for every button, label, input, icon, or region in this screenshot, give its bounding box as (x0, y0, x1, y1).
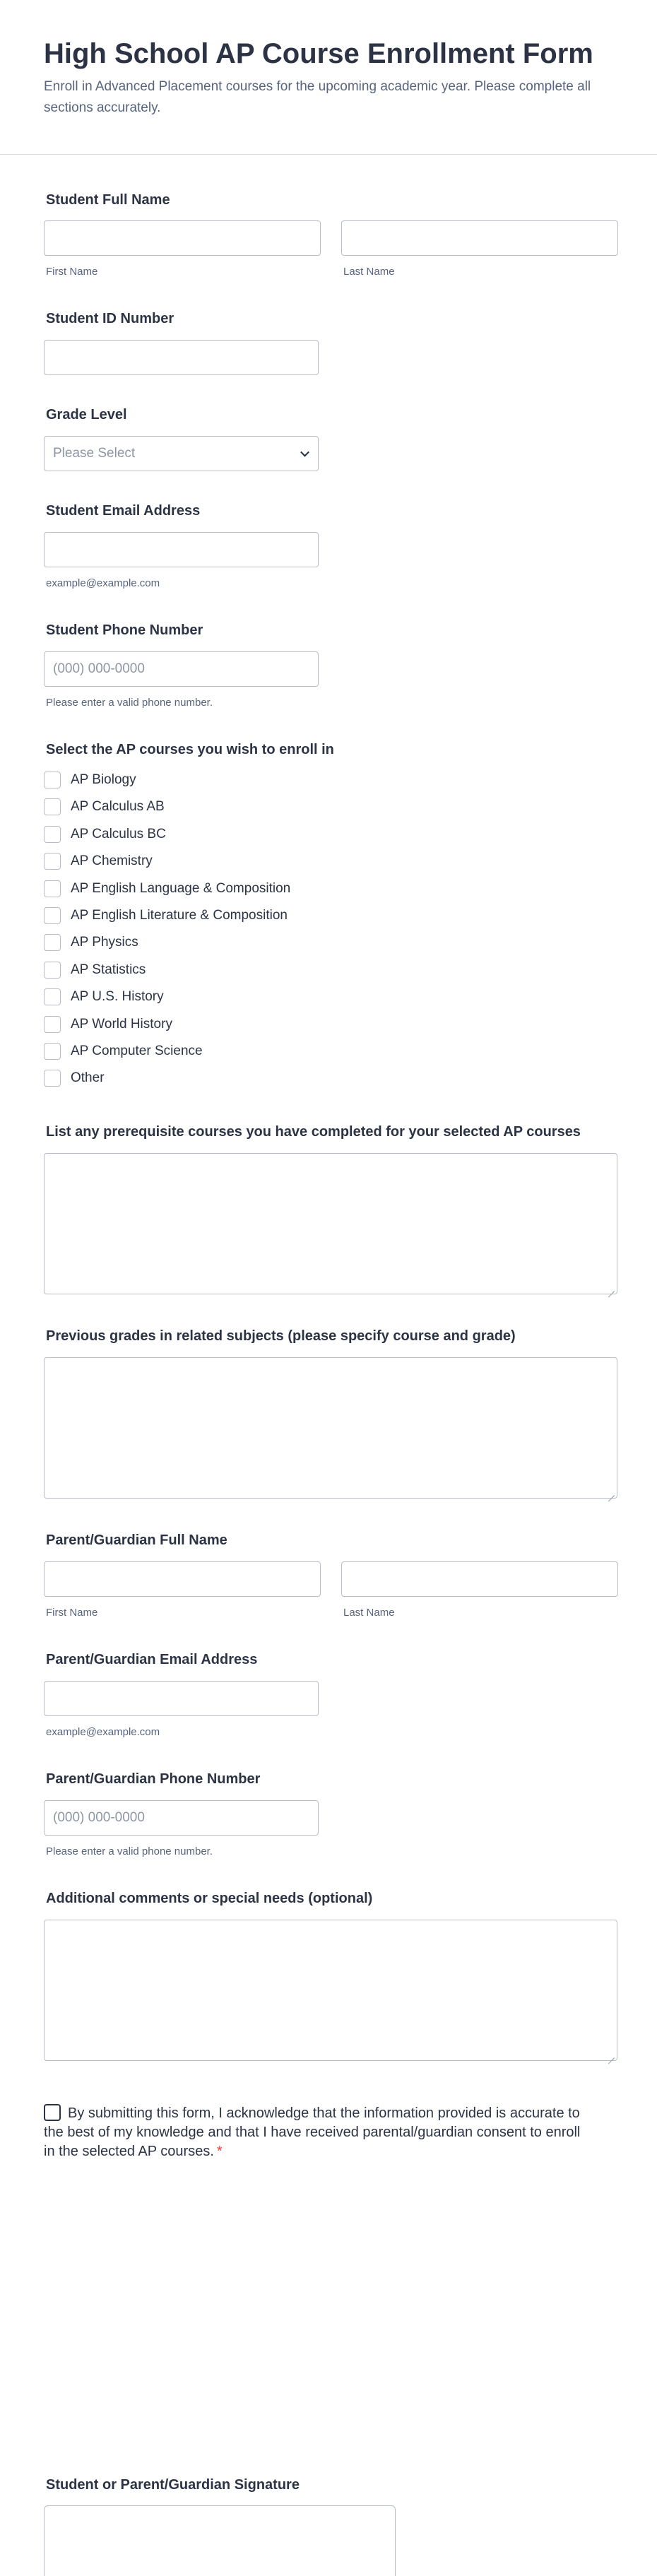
course-option[interactable] (44, 797, 165, 817)
course-option-label: AP Calculus BC (71, 827, 166, 841)
student-id-label: Student ID Number (46, 311, 174, 326)
course-option[interactable] (44, 1041, 203, 1061)
student-id-input[interactable] (44, 340, 319, 375)
consent-block (44, 2104, 588, 2161)
course-option[interactable] (44, 879, 290, 899)
course-option[interactable] (44, 770, 136, 790)
course-checkbox[interactable] (44, 798, 61, 815)
previous-grades-textarea[interactable] (44, 1357, 617, 1499)
comments-label: Additional comments or special needs (optional) (46, 1891, 373, 1906)
guardian-phone-input[interactable] (44, 1800, 319, 1836)
resize-handle-icon[interactable] (608, 1284, 615, 1292)
consent-checkbox[interactable] (44, 2104, 61, 2121)
student-email-input[interactable] (44, 532, 319, 567)
guardian-last-name-input[interactable] (341, 1561, 618, 1597)
guardian-phone-label: Parent/Guardian Phone Number (46, 1771, 261, 1787)
resize-handle-icon[interactable] (608, 2051, 615, 2058)
signature-pad[interactable] (44, 2505, 396, 2576)
prerequisites-textarea[interactable] (44, 1153, 617, 1294)
course-checkbox[interactable] (44, 1043, 61, 1060)
guardian-name-label: Parent/Guardian Full Name (46, 1532, 227, 1548)
course-option[interactable] (44, 825, 166, 844)
course-checkbox[interactable] (44, 826, 61, 843)
student-first-name-input[interactable] (44, 220, 321, 256)
courses-label: Select the AP courses you wish to enroll in (46, 742, 334, 757)
course-option[interactable] (44, 1015, 172, 1034)
course-option-label: AP Physics (71, 935, 138, 950)
resize-handle-icon[interactable] (608, 1489, 615, 1496)
course-option[interactable] (44, 960, 146, 980)
course-checkbox[interactable] (44, 853, 61, 870)
course-option[interactable] (44, 933, 138, 952)
course-option-label: AP Computer Science (71, 1044, 203, 1058)
student-phone-input[interactable] (44, 651, 319, 687)
form-title: High School AP Course Enrollment Form (44, 38, 593, 69)
course-option-label: AP English Language & Composition (71, 881, 291, 896)
form-header (0, 0, 657, 155)
student-last-name-input[interactable] (341, 220, 618, 256)
guardian-phone-placeholder: (000) 000-0000 (53, 1810, 145, 1825)
student-phone-placeholder: (000) 000-0000 (53, 661, 145, 676)
guardian-email-label: Parent/Guardian Email Address (46, 1652, 258, 1667)
guardian-last-name-sublabel: Last Name (343, 1607, 395, 1619)
guardian-phone-sublabel: Please enter a valid phone number. (46, 1845, 213, 1857)
guardian-first-name-input[interactable] (44, 1561, 321, 1597)
guardian-email-input[interactable] (44, 1681, 319, 1716)
consent-text: By submitting this form, I acknowledge that the information provided is accurate to the best of my knowledge and that I have received parental/guardian consent to enroll in the selected AP courses. (44, 2105, 581, 2159)
course-option-label: Other (71, 1070, 105, 1085)
course-checkbox[interactable] (44, 880, 61, 897)
course-option-label: AP Chemistry (71, 853, 153, 868)
course-option-label: AP English Literature & Composition (71, 908, 288, 923)
course-option-label: AP Biology (71, 772, 136, 787)
signature-label: Student or Parent/Guardian Signature (46, 2477, 300, 2493)
course-checkbox[interactable] (44, 1070, 61, 1087)
grade-level-select[interactable] (44, 436, 319, 471)
grade-level-label: Grade Level (46, 407, 127, 423)
course-option-label: AP World History (71, 1017, 172, 1032)
student-phone-sublabel: Please enter a valid phone number. (46, 697, 213, 709)
course-option[interactable] (44, 1068, 105, 1088)
course-checkbox[interactable] (44, 772, 61, 788)
course-option[interactable] (44, 987, 164, 1007)
course-option[interactable] (44, 906, 288, 926)
grade-level-selected-value: Please Select (53, 446, 136, 461)
previous-grades-label: Previous grades in related subjects (please specify course and grade) (46, 1328, 516, 1344)
course-checkbox[interactable] (44, 1016, 61, 1033)
course-option-label: AP Statistics (71, 962, 146, 977)
course-checkbox[interactable] (44, 988, 61, 1005)
chevron-down-icon (300, 448, 309, 457)
course-option-label: AP U.S. History (71, 989, 164, 1004)
course-checkbox[interactable] (44, 934, 61, 951)
prerequisites-label: List any prerequisite courses you have completed for your selected AP courses (46, 1124, 581, 1140)
comments-textarea[interactable] (44, 1920, 617, 2061)
guardian-first-name-sublabel: First Name (46, 1607, 98, 1619)
course-option-label: AP Calculus AB (71, 799, 165, 814)
course-checkbox[interactable] (44, 907, 61, 924)
student-first-name-sublabel: First Name (46, 266, 98, 278)
form-description: Enroll in Advanced Placement courses for the upcoming academic year. Please complete all sections accurately. (44, 79, 591, 115)
student-email-sublabel: example@example.com (46, 577, 160, 589)
course-checkbox[interactable] (44, 962, 61, 979)
required-marker: * (216, 2144, 223, 2159)
course-option[interactable] (44, 851, 153, 871)
student-phone-label: Student Phone Number (46, 622, 203, 638)
student-name-label: Student Full Name (46, 192, 170, 208)
student-email-label: Student Email Address (46, 503, 201, 519)
guardian-email-sublabel: example@example.com (46, 1726, 160, 1738)
student-last-name-sublabel: Last Name (343, 266, 395, 278)
